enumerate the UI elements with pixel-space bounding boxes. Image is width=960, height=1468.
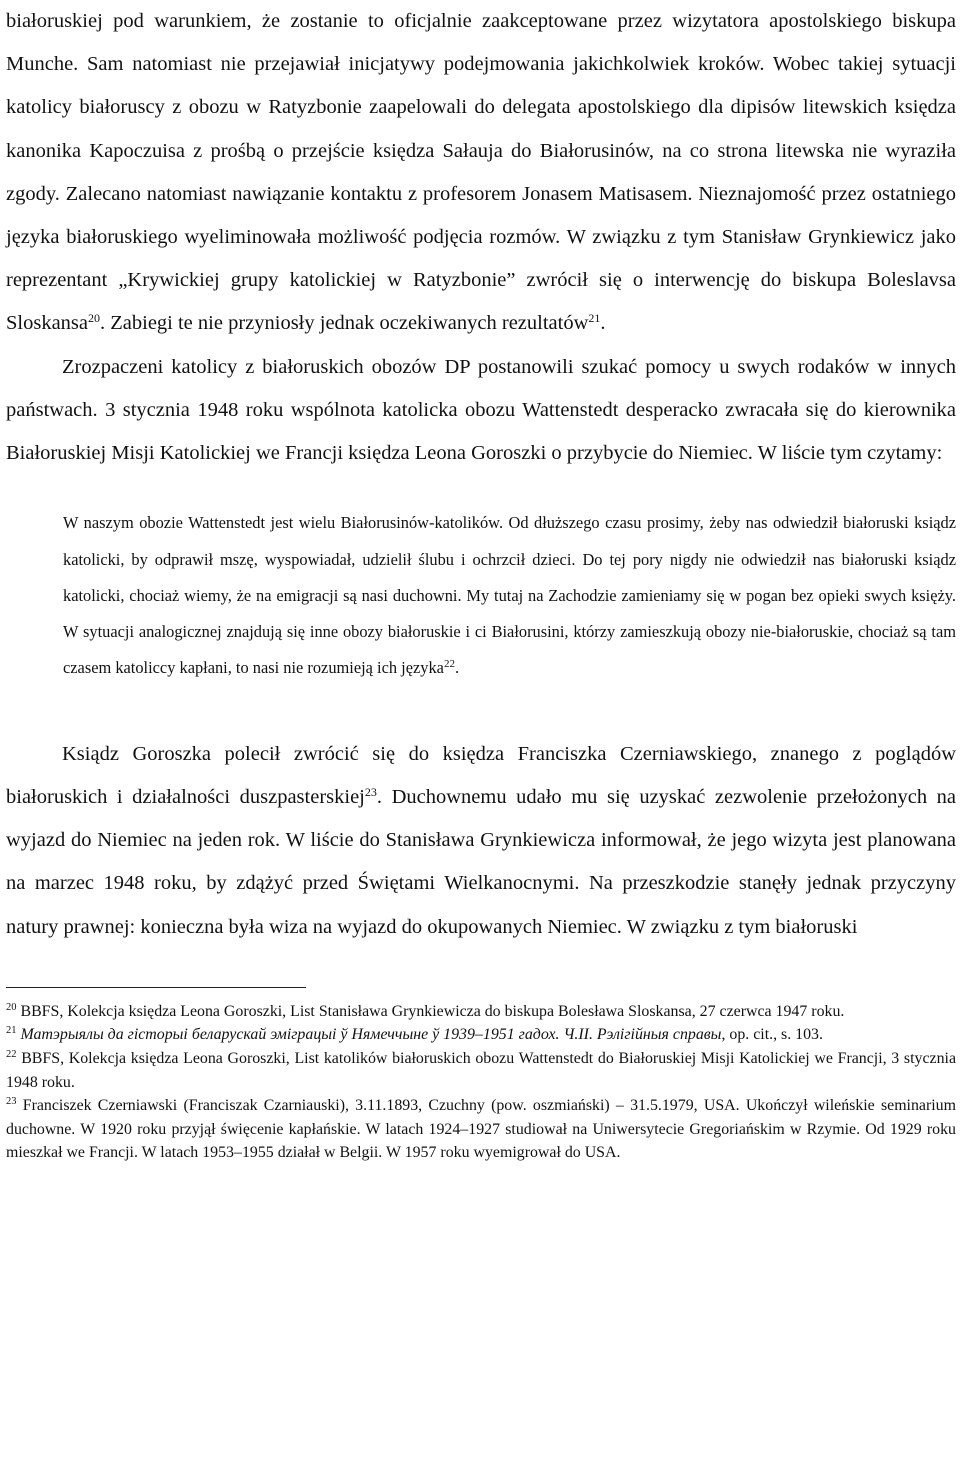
footnote-number: 22 — [6, 1048, 17, 1060]
footnote-ref-20[interactable]: 20 — [88, 311, 100, 326]
body-paragraph-2: Zrozpaczeni katolicy z białoruskich obozów DP postanowili szukać pomocy u swych rodaków w innych państwach. 3 stycznia 1948 roku wspólnota katolicka obozu Wattenstedt desperacko zwracała się do kierownika Białoruskiej Misji Katolickiej we Francji księdza Leona Goroszki o przybycie do Niemiec. W liście tym czytamy: — [6, 355, 956, 465]
footnote-22 — [6, 1047, 956, 1094]
footnotes — [6, 1000, 956, 1165]
footnote-title-italic: Матэрыялы да гісторыі беларускай эміграцыі ў Нямеччыне ў 1939–1951 гадох. Ч.ІІ. Рэлігійныя справы — [20, 1026, 722, 1044]
footnote-text: BBFS, Kolekcja księdza Leona Goroszki, List Stanisława Grynkiewicza do biskupa Bolesława Sloskansa, 27 czerwca 1947 roku. — [20, 1002, 845, 1020]
quote-text: W naszym obozie Wattenstedt jest wielu Białorusinów-katolików. Od dłuższego czasu prosimy, żeby nas odwiedził białoruski ksiądz katolicki, by odprawił mszę, wyspowiadał, udzielił ślubu i ochrzcił dzieci. Do tej pory nigdy nie odwiedził nas białoruski ksiądz katolicki, chociaż wiemy, że na emigracji są nasi duchowni. My tutaj na Zachodzie zamieniamy się w pogan bez opieki swych księży. W sytuacji analogicznej znajdują się inne obozy białoruskie i ci Białorusini, którzy zamieszkują obozy nie-białoruskie, chociaż są tam czasem katoliccy kapłani, to nasi nie rozumieją ich języka — [63, 513, 956, 678]
footnote-text: Franciszek Czerniawski (Franciszak Czarniauski), 3.11.1893, Czuchny (pow. oszmiański) – 31.5.1979, USA. Ukończył wileńskie seminarium duchowne. W 1920 roku przyjął święcenie kapłańskie. W latach 1924–1927 studiował na Uniwersytecie Gregoriańskim w Rzymie. Od 1929 roku mieszkał we Francji. W latach 1953–1955 działał w Belgii. W 1957 roku wyemigrował do USA. — [6, 1097, 956, 1162]
footnote-text: , op. cit., s. 103. — [721, 1026, 823, 1044]
body-paragraph-3 — [6, 733, 956, 949]
paragraph-text: . Duchownemu udało mu się uzyskać zezwolenie przełożonych na wyjazd do Niemiec na jeden rok. W liście do Stanisława Grynkiewicza informował, że jego wizyta jest planowana na marzec 1948 roku, by zdążyć przed Świętami Wielkanocnymi. Na przeszkodzie stanęły jednak przyczyny natury prawnej: konieczna była wiza na wyjazd do okupowanych Niemiec. W związku z tym białoruski — [6, 785, 956, 938]
footnote-number: 20 — [6, 1001, 17, 1013]
quote-text: . — [454, 658, 460, 678]
footnote-ref-21[interactable]: 21 — [588, 311, 601, 326]
footnote-ref-23[interactable]: 23 — [364, 784, 377, 799]
footnote-23 — [6, 1094, 956, 1165]
footnote-separator — [6, 987, 306, 988]
document-page — [6, 0, 956, 1165]
footnote-text: BBFS, Kolekcja księdza Leona Goroszki, List katolików białoruskich obozu Wattenstedt do Białoruskiej Misji Katolickiej we Francji, 3 stycznia 1948 roku. — [6, 1049, 956, 1091]
footnote-20 — [6, 1000, 956, 1024]
footnote-number: 23 — [6, 1096, 17, 1108]
footnote-number: 21 — [6, 1025, 17, 1037]
footnote-21 — [6, 1023, 956, 1047]
paragraph-text: . Zabiegi te nie przyniosły jednak oczekiwanych rezultatów — [100, 312, 589, 335]
paragraph-text: . — [600, 312, 606, 335]
paragraph-text: białoruskiej pod warunkiem, że zostanie to oficjalnie zaakceptowane przez wizytatora apostolskiego biskupa Munche. Sam natomiast nie przejawiał inicjatywy podejmowania jakichkolwiek kroków. Wobec takiej sytuacji katolicy białoruscy z obozu w Ratyzbonie zaapelowali do delegata apostolskiego dla dipisów litewskich księdza kanonika Kapoczuisa z prośbą o przejście księdza Sałauja do Białorusinów, na co strona litewska nie wyraziła zgody. Zalecano natomiast nawiązanie kontaktu z profesorem Jonasem Matisasem. Nieznajomość przez ostatniego języka białoruskiego wyeliminowała możliwość podjęcia rozmów. W związku z tym Stanisław Grynkiewicz jako reprezentant „Krywickiej grupy katolickiej w Ratyzbonie” zwrócił się o interwencję do biskupa Boleslavsa Sloskansa — [6, 10, 956, 335]
body-paragraph-1 — [6, 0, 956, 346]
paragraph-text: Ksiądz Goroszka polecił zwrócić się do księdza Franciszka Czerniawskiego, znanego z poglądów białoruskich i działalności duszpasterskiej — [6, 742, 956, 808]
footnote-ref-22[interactable]: 22 — [443, 658, 455, 671]
block-quote — [63, 505, 956, 686]
